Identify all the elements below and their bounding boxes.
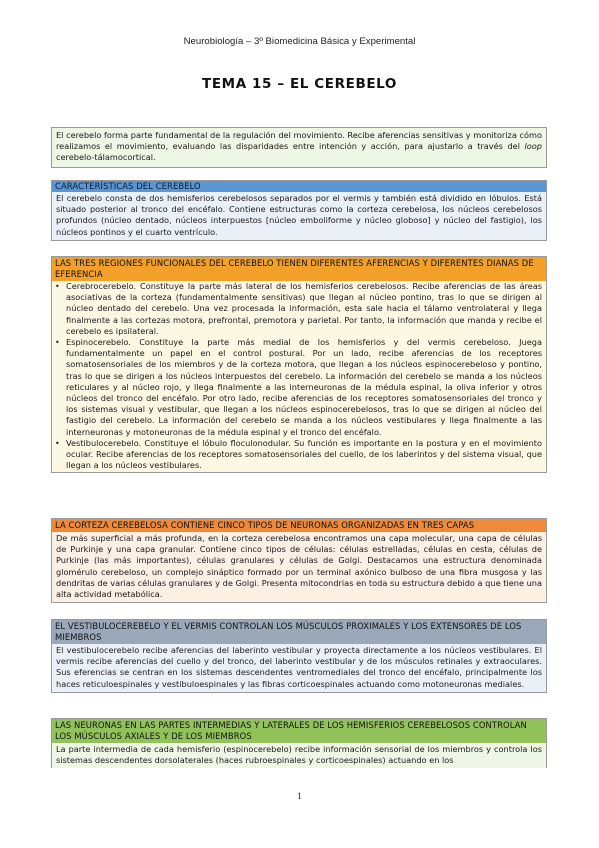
list-item	[55, 337, 542, 438]
bullet-icon: •	[55, 438, 60, 448]
list-item-text: Cerebrocerebelo. Constituye la parte más lateral de los hemisferios cerebelosos. Recibe aferencias de las áreas asociativas de la corteza (fundamentalmente sensitivas) que llegan al núcleo pontino, tras lo que se dirigen al núcleo dentado del cerebelo. Una vez procesada la información, esta sale hacia el tálamo ventrolateral y llega finalmente a las cortezas motora, prefrontal, premotora y parietal. Por tanto, la información que manda y recibe el cerebelo es ipsilateral.	[66, 281, 542, 336]
section-regiones	[51, 256, 547, 473]
intro-text-after: cerebelo-tálamocortical.	[56, 152, 156, 163]
section-body: De más superficial a más profunda, en la corteza cerebelosa encontramos una capa molecular, una capa de células de Purkinje y una capa granular. Contiene cinco tipos de células: células estrelladas, células en cesta, células de Purkinje (las más importantes), células granulares y células de Golgi. Destacamos una estructura denominada glomérulo cerebeloso, un complejo sináptico formado por un terminal axónico bulboso de una fibra musgosa y las dendritas de varias células granulares y de Golgi. Presenta mitocondrias en toda su estructura debido a que tiene una alta actividad metabólica.	[56, 533, 542, 600]
section-heading: LA CORTEZA CEREBELOSA CONTIENE CINCO TIPOS DE NEURONAS ORGANIZADAS EN TRES CAPAS	[52, 519, 546, 532]
bullet-icon: •	[55, 338, 60, 348]
section-heading: CARACTERÍSTICAS DEL CEREBELO	[52, 181, 546, 192]
list-item-text: Espinocerebelo. Constituye la parte más medial de los hemisferios y del vermis cerebeloso. Juega fundamentalmente un papel en el control postural. Por un lado, recibe aferencias de los receptores somatosensoriales de los miembros y de la corteza motora, que llegan a los núcleos espinocerebeloso y pontino, tras lo que se dirigen a los núcleos interpuestos del cerebelo. La información del cerebelo se manda a los núcleos reticulares y al núcleo rojo, y llega finalmente a las interneuronas de la médula espinal, la oliva inferior y otros núcleos del tronco del encéfalo. Por otro lado, recibe aferencias de los receptores somatosensoriales del tronco y los sistemas visual y vestibular, que llegan a los núcleos espinocerebelosos, tras lo que se dirigen al núcleo del fastigio del cerebelo. La información del cerebelo se manda a los núcleos vestibulares y llega finalmente a las interneuronas y motoneuronas de la médula espinal y el tronco del encéfalo.	[66, 337, 542, 437]
page-number: 1	[297, 791, 302, 802]
bullet-icon: •	[55, 282, 60, 291]
section-vestibulocerebelo	[51, 619, 547, 693]
list-item-text: Vestibulocerebelo. Constituye el lóbulo floculonodular. Su función es importante en la postura y en el movimiento ocular. Recibe aferencias de los receptores somatosensoriales del cuello, de los laberintos y del sistema visual, que llegan a los núcleos vestibulares.	[66, 437, 542, 471]
intro-text-italic: loop	[524, 141, 542, 152]
page-title: TEMA 15 – EL CEREBELO	[202, 76, 397, 92]
list-item	[55, 281, 542, 337]
section-body: El cerebelo consta de dos hemisferios cerebelosos separados por el vermis y también está dividido en lóbulos. Está situado posterior al tronco del encéfalo. Contiene estructuras como la corteza cerebelosa, los núcleos cerebelosos profundos (núcleo dentado, núcleos interpuestos [núcleo emboliforme y núcleo globoso] y núcleo del fastigio), los núcleos pontinos y el cuarto ventrículo.	[56, 193, 542, 237]
section-heading: EL VESTIBULOCEREBELO Y EL VERMIS CONTROLAN LOS MÚSCULOS PROXIMALES Y LOS EXTENSORES DE LOS MIEMBROS	[52, 620, 546, 644]
section-corteza	[51, 518, 547, 603]
intro-text-before: El cerebelo forma parte fundamental de la regulación del movimiento. Recibe aferencias sensitivas y monitoriza cómo realizamos el movimiento, evaluando las disparidades entre intención y acción, para ajustarlo a través del	[56, 130, 542, 152]
section-caracteristicas	[51, 180, 547, 241]
page-header: Neurobiología – 3º Biomedicina Básica y Experimental	[183, 36, 416, 47]
intro-text	[52, 128, 546, 167]
section-heading: LAS NEURONAS EN LAS PARTES INTERMEDIAS Y LATERALES DE LOS HEMISFERIOS CEREBELOSOS CONTROLAN LOS MÚSCULOS AXIALES Y DE LOS MIEMBROS	[52, 719, 546, 743]
regions-list	[52, 281, 546, 472]
section-heading: LAS TRES REGIONES FUNCIONALES DEL CEREBELO TIENEN DIFERENTES AFERENCIAS Y DIFERENTES DIANAS DE EFERENCIA	[52, 257, 546, 281]
section-body: La parte intermedia de cada hemisferio (espinocerebelo) recibe información sensorial de los miembros y controla los sistemas descendentes dorsolaterales (haces rubroespinales y corticoespinales) actuando en los	[56, 744, 542, 766]
intro-box	[51, 127, 547, 168]
list-item	[55, 437, 542, 472]
section-body: El vestibulocerebelo recibe aferencias del laberinto vestibular y proyecta directamente a los núcleos vestibulares. El vermis recibe aferencias del cuello y del tronco, del laberinto vestibular y de los músculos retinales y extraoculares. Sus eferencias se centran en los sistemas descendentes ventromediales del tronco del encéfalo, principalmente los haces reticuloespinales y vestibuloespinales y las fibras corticoespinales actuando como motoneuronas mediales.	[56, 645, 542, 689]
section-neuronas-intermedias	[51, 718, 547, 768]
